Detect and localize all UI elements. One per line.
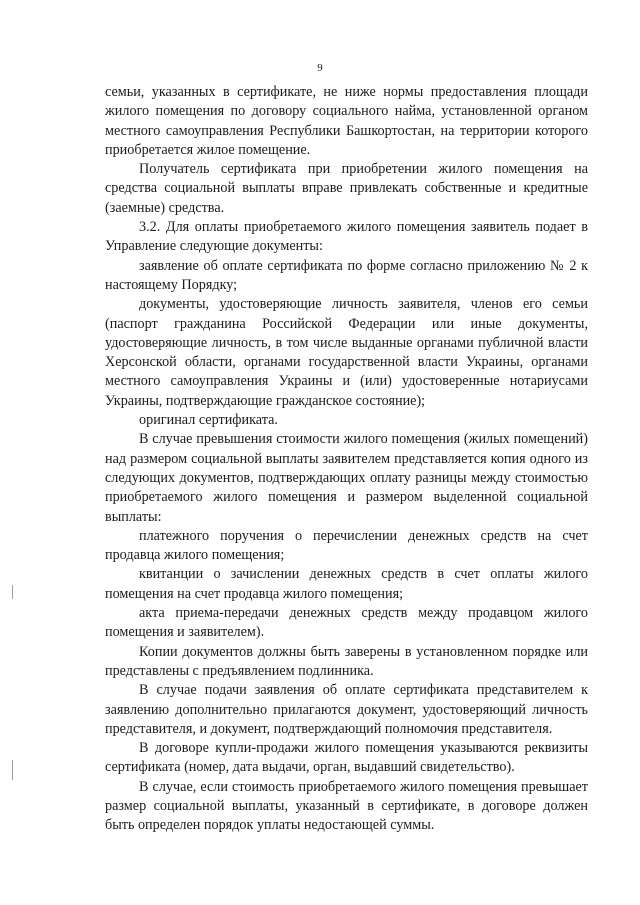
- paragraph-12: В случае подачи заявления об оплате сертификата представителем к заявлению дополнительно прилагаются документ, удостоверяющий личность представителя, и документ, подтверждающий полномочия представителя.: [105, 682, 588, 737]
- scan-margin-mark: [12, 585, 13, 599]
- paragraph-9: квитанции о зачислении денежных средств в счет оплаты жилого помещения на счет продавца жилого помещения;: [105, 566, 588, 602]
- paragraph-5: документы, удостоверяющие личность заявителя, членов его семьи (паспорт гражданина Российской Федерации или иные документы, удостоверяющие личность, в том числе выданные органами публичной власти Херсонской области, органами государственной власти Украины, органами местного самоуправления Украины и (или) удостоверенные нотариусами Украины, подтверждающие гражданское состояние);: [105, 296, 588, 409]
- paragraph-14: В случае, если стоимость приобретаемого жилого помещения превышает размер социальной выплаты, указанный в сертификате, в договоре должен быть определен порядок уплаты недостающей суммы.: [105, 778, 588, 834]
- paragraph-1: семьи, указанных в сертификате, не ниже нормы предоставления площади жилого помещения по договору социального найма, установленной органом местного самоуправления Республики Башкортостан, на территории которого приобретается жилое помещение.: [105, 84, 588, 158]
- scan-margin-mark: [12, 760, 13, 780]
- paragraph-13: В договоре купли-продажи жилого помещения указываются реквизиты сертификата (номер, дата выдачи, орган, выдавший свидетельство).: [105, 740, 588, 776]
- paragraph-7: В случае превышения стоимости жилого помещения (жилых помещений) над размером социальной выплаты заявителем представляется копия одного из следующих документов, подтверждающих оплату разницы между стоимостью приобретаемого жилого помещения и размером выделенной социальной выплаты:: [105, 431, 588, 525]
- paragraph-4: заявление об оплате сертификата по форме согласно приложению № 2 к настоящему Порядку;: [105, 257, 588, 293]
- paragraph-11: Копии документов должны быть заверены в установленном порядке или представлены с предъявлением подлинника.: [105, 643, 588, 679]
- paragraph-10: акта приема-передачи денежных средств между продавцом жилого помещения и заявителем).: [105, 605, 588, 641]
- document-body: [105, 83, 588, 836]
- paragraph-2: Получатель сертификата при приобретении жилого помещения на средства социальной выплаты вправе привлекать собственные и кредитные (заемные) средства.: [105, 161, 588, 216]
- page-number: 9: [317, 62, 323, 74]
- paragraph-3: 3.2. Для оплаты приобретаемого жилого помещения заявитель подает в Управление следующие документы:: [105, 219, 588, 255]
- paragraph-8: платежного поручения о перечислении денежных средств на счет продавца жилого помещения;: [105, 527, 588, 564]
- paragraph-6: оригинал сертификата.: [139, 412, 278, 429]
